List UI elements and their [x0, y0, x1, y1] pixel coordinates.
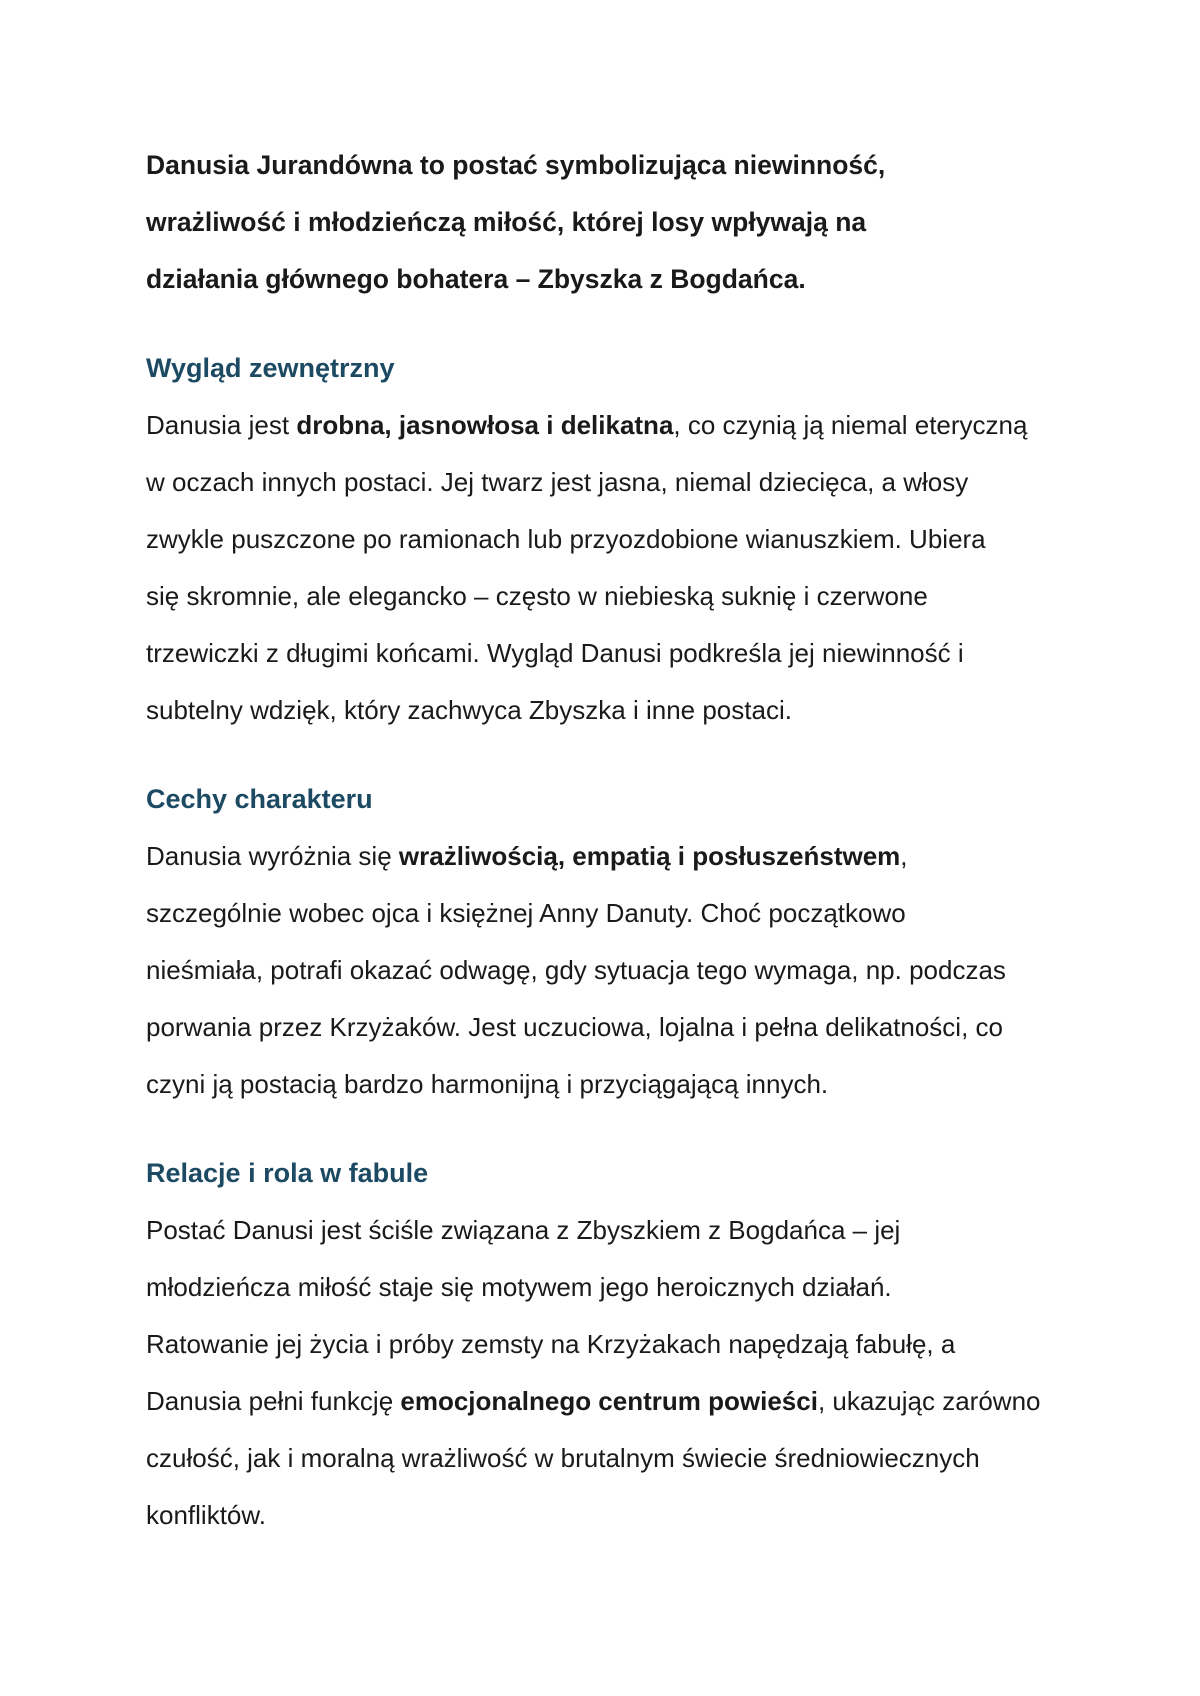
intro-line: Danusia Jurandówna to postać symbolizująca niewinność, — [146, 150, 886, 180]
section-heading-appearance: Wygląd zewnętrzny — [146, 353, 395, 383]
paragraph-line: trzewiczki z długimi końcami. Wygląd Danusi podkreśla jej niewinność i — [146, 638, 964, 668]
paragraph-line: nieśmiała, potrafi okazać odwagę, gdy sytuacja tego wymaga, np. podczas — [146, 955, 1006, 985]
paragraph-line: Ratowanie jej życia i próby zemsty na Krzyżakach napędzają fabułę, a — [146, 1329, 956, 1359]
paragraph-line: porwania przez Krzyżaków. Jest uczuciowa, lojalna i pełna delikatności, co — [146, 1012, 1003, 1042]
paragraph-line: konfliktów. — [146, 1500, 266, 1530]
paragraph-line: Danusia wyróżnia się wrażliwością, empatią i posłuszeństwem, — [146, 841, 908, 871]
appearance-paragraph — [146, 397, 1076, 739]
bold-phrase: drobna, jasnowłosa i delikatna — [296, 410, 674, 440]
paragraph-line: Danusia pełni funkcję emocjonalnego centrum powieści, ukazując zarówno — [146, 1386, 1041, 1416]
document-body — [146, 137, 1076, 1544]
paragraph-line: zwykle puszczone po ramionach lub przyozdobione wianuszkiem. Ubiera — [146, 524, 986, 554]
section-heading-character: Cechy charakteru — [146, 784, 373, 814]
paragraph-line: się skromnie, ale elegancko – często w niebieską suknię i czerwone — [146, 581, 928, 611]
bold-phrase: wrażliwością, empatią i posłuszeństwem — [398, 841, 901, 871]
paragraph-line: szczególnie wobec ojca i księżnej Anny Danuty. Choć początkowo — [146, 898, 906, 928]
intro-line: wrażliwość i młodzieńczą miłość, której losy wpływają na — [146, 207, 867, 237]
section-heading-relations: Relacje i rola w fabule — [146, 1158, 429, 1188]
intro-paragraph — [146, 137, 1076, 308]
paragraph-line: Danusia jest drobna, jasnowłosa i delikatna, co czynią ją niemal eteryczną — [146, 410, 1028, 440]
paragraph-line: młodzieńcza miłość staje się motywem jego heroicznych działań. — [146, 1272, 892, 1302]
paragraph-line: w oczach innych postaci. Jej twarz jest jasna, niemal dziecięca, a włosy — [146, 467, 969, 497]
character-paragraph — [146, 828, 1076, 1113]
paragraph-line: czyni ją postacią bardzo harmonijną i przyciągającą innych. — [146, 1069, 829, 1099]
bold-phrase: emocjonalnego centrum powieści — [400, 1386, 818, 1416]
intro-line: działania głównego bohatera – Zbyszka z Bogdańca. — [146, 264, 806, 294]
paragraph-line: czułość, jak i moralną wrażliwość w brutalnym świecie średniowiecznych — [146, 1443, 980, 1473]
paragraph-line: subtelny wdzięk, który zachwyca Zbyszka i inne postaci. — [146, 695, 792, 725]
paragraph-line: Postać Danusi jest ściśle związana z Zbyszkiem z Bogdańca – jej — [146, 1215, 901, 1245]
relations-paragraph — [146, 1202, 1076, 1544]
